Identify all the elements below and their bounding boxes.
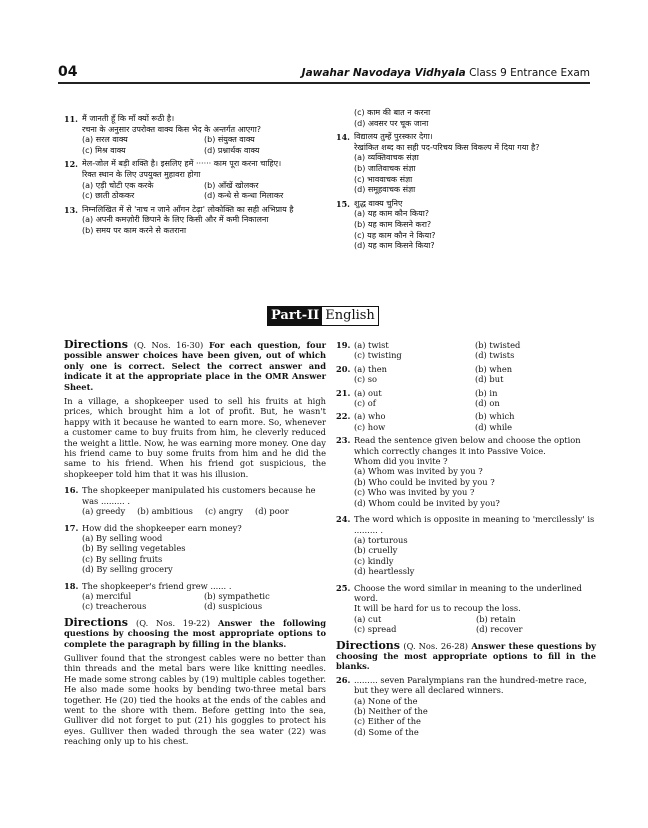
header-title-rest: Class 9 Entrance Exam bbox=[465, 67, 590, 79]
passage-gulliver: Gulliver found that the strongest cables were no better than thin threads and the metal bars were like knitting needles. He made some strong cables by (19) multiple cables together. He also made some hooks by bending two-three metal bars together. He (20) tied the hooks at the ends of the cables and went to the shore with them. Before getting into the sea, Gulliver did not forget to put (21) his goggles to protect his eyes. Gulliver then waded through the sea water (22) was reaching only up to his chest. bbox=[64, 652, 326, 747]
question-21: 21. (a) out (b) in (c) of (d) on bbox=[336, 387, 500, 409]
passage-shopkeeper: In a village, a shopkeeper used to sell his fruits at high prices, which brought him a lot of profit. But, he wasn't happy with it because he wanted to earn more. So, whenever a customer came to buy fruits from him, he cleverly reduced the weight a little. Now, he was earning more money. One day his friend came to buy some fruits from him and he did the same to his friend. When his friend got suspicious, the shopkeeper told him that it was his illusion. bbox=[64, 396, 326, 479]
question-25: 25. Choose the word similar in meaning to the underlined word. It will be hard for us to recoup the loss. (a) cut (b) retain (c) spread (d) recover bbox=[336, 582, 582, 635]
question-15: 15. शुद्ध वाक्य चुनिए (a) यह काम कौन किया? (b) यह काम किसने करा? (c) यह काम कौन ने किया? (d) यह काम किसने किया? bbox=[336, 198, 436, 251]
question-26: 26. ......... seven Paralympians ran the hundred-metre race, but they were all declared winners. (a) None of the (b) Neither of the (c) Either of the (d) Some of the bbox=[336, 674, 587, 737]
question-17: 17. How did the shopkeeper earn money? (a) By selling wood (b) By selling vegetables (c) By selling fruits (d) By selling grocery bbox=[64, 522, 242, 575]
hindi-right-column bbox=[336, 108, 596, 252]
hindi-left-column bbox=[64, 114, 326, 237]
header-title bbox=[302, 67, 590, 82]
question-14: 14. विद्यालय तुम्हें पुरस्कार देगा। रेखांकित शब्द का सही पद-परिचय किस विकल्प में दिया गया है? (a) व्यक्तिवाचक संज्ञा (b) जातिवाचक संज्ञा (c) भाववाचक संज्ञा (d) समूहवाचक संज्ञा bbox=[336, 132, 540, 195]
question-12: 12. मेल-जोल में बड़ी शक्ति है। इसलिए हमें ······ काम पूरा करना चाहिए। रिक्त स्थान के लिए उपयुक्त मुहावरा होगा (a) एड़ी चोटी एक करके (b) आँखें खोलकर (c) छाती ठोककर (d) कन्धे से कन्धा मिलाकर bbox=[64, 159, 284, 201]
english-left-column bbox=[64, 340, 326, 747]
question-20: 20. (a) then (b) when (c) so (d) but bbox=[336, 363, 513, 385]
question-19: 19. (a) twist (b) twisted (c) twisting (d) twists bbox=[336, 340, 521, 361]
part-label: Part-II bbox=[268, 307, 322, 325]
page-number: 04 bbox=[58, 64, 78, 80]
question-22: 22. (a) who (b) which (c) how (d) while bbox=[336, 411, 515, 432]
question-13: 13. निम्नलिखित में से 'नाच न जाने आँगन टेढ़ा' लोकोक्ति का सही अभिप्राय है (a) अपनी कमज़ोरी छिपाने के लिए किसी और में कमी निकालना (b) समय पर काम करने से कतराना bbox=[64, 204, 294, 235]
english-right-column bbox=[336, 340, 596, 737]
directions-19-22: Directions (Q. Nos. 19-22) Answer the following questions by choosing the most appropriate options to complete the paragraph by filling in the blanks. bbox=[64, 615, 327, 649]
question-24: 24. The word which is opposite in meaning to 'mercilessly' is ......... . (a) torturous (b) cruelly (c) kindly (d) heartlessly bbox=[336, 514, 595, 577]
part-banner bbox=[267, 306, 379, 326]
directions-16-30: Directions (Q. Nos. 16-30) For each question, four possible answer choices have been given, out of which only one is correct. Select the correct answer and indicate it at the appropriate place in the OMR Answer Sheet. bbox=[64, 338, 326, 392]
page-header bbox=[58, 62, 590, 84]
question-18: 18. The shopkeeper's friend grew ...... . (a) merciful (b) sympathetic (c) treacherous (d) suspicious bbox=[64, 580, 270, 612]
part-subject: English bbox=[325, 308, 375, 323]
header-title-bold: Jawahar Navodaya Vidhyala bbox=[301, 67, 466, 79]
question-23: 23. Read the sentence given below and choose the option which correctly changes it into Passive Voice. Whom did you invite ? (a) Whom was invited by you ? (b) Who could be invited by you ? (c) Who was invited by you ? (d) Whom could be invited by you? bbox=[336, 435, 581, 508]
question-13-continued: (c) काम की बात न करना (d) अवसर पर चूक जाना bbox=[354, 108, 431, 128]
question-16: 16. The shopkeeper manipulated his customers because he was ......... . (a) greedy (b) ambitious (c) angry (d) poor bbox=[64, 485, 316, 517]
question-11: 11. मैं जानती हूँ कि माँ क्यों रूठी है। रचना के अनुसार उपरोक्त वाक्य किस भेद के अन्तर्गत आएगा? (a) सरल वाक्य (b) संयुक्त वाक्य (c) मिश्र वाक्य (d) प्रश्नार्थक वाक्य bbox=[64, 114, 262, 155]
directions-26-28: Directions (Q. Nos. 26-28) Answer these questions by choosing the most appropriate options to fill in the blanks. bbox=[336, 638, 596, 672]
